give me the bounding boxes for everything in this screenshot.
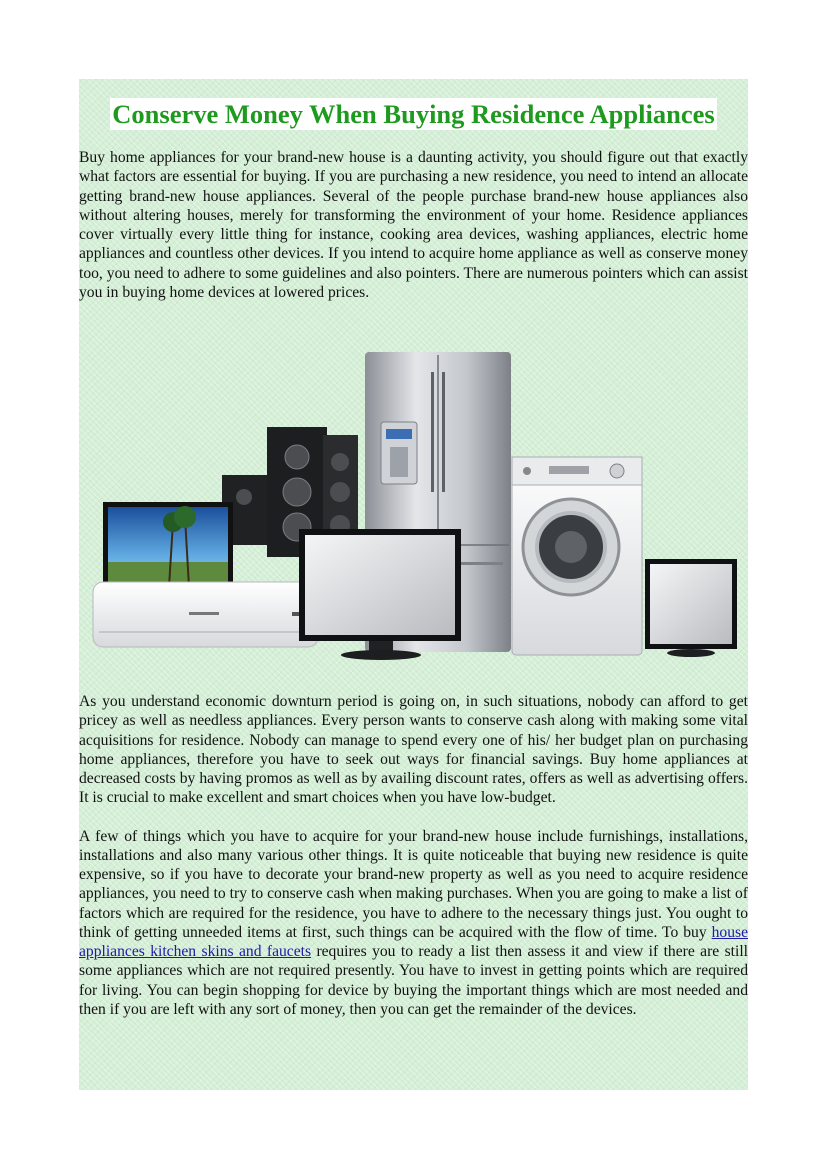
paragraph-economy: As you understand economic downturn period is going on, in such situations, nobody can afford to get pricey as well as needless appliances. Every person wants to conserve cash along with making some vital acquisitions for residence. Nobody can manage to spend every one of his/ her budget plan on purchasing home appliances, therefore you have to seek out ways for financial savings. Buy home appliances at decreased costs by having promos as well as by availing discount rates, offers as well as advertising offers. It is crucial to make excellent and smart choices when you have low-budget. [79, 693, 748, 807]
page-title: Conserve Money When Buying Residence Appliances [112, 99, 715, 129]
paragraph-shopping [79, 827, 748, 1020]
tv-center [299, 529, 461, 660]
paragraph-intro: Buy home appliances for your brand-new house is a daunting activity, you should figure out that exactly what factors are essential for buying. If you are purchasing a new residence, you need to intend an allocate getting brand-new house appliances. Several of the people purchase brand-new house appliances also without altering houses, merely for transforming the environment of your home. Residence appliances cover virtually every little thing for instance, cooking area devices, washing appliances, electric home appliances and countless other devices. If you intend to acquire home appliance as well as conserve money too, you need to adhere to some guidelines and also pointers. There are numerous pointers which can assist you in buying home devices at lowered prices. [79, 149, 748, 301]
paragraph-shopping-text-end: requires you to ready a list then assess it and view if there are still some appliances which are not required presently. You have to invest in getting points which are required for living. You can begin shopping for device by buying the important things which are most needed and then if you are left with any sort of money, then you can get the remainder of the devices. [79, 943, 748, 1018]
tv-right [645, 559, 737, 657]
title-wrap [79, 79, 748, 130]
appliances-image [89, 347, 740, 667]
tv-left [103, 502, 233, 592]
air-conditioner [93, 582, 318, 647]
paragraph-shopping-text-start: A few of things which you have to acquire for your brand-new house include furnishings, installations, installations and also many various other things. It is quite noticeable that buying new residence is quite expensive, so if you have to decorate your brand-new property as well as you need to acquire residence appliances, you need to try to conserve cash when making purchases. When you are going to make a list of factors which are required for the residence, you have to adhere to the necessary things just. You ought to think of getting unneeded items at first, such things can be acquired with the flow of time. To buy [79, 827, 748, 941]
washing-machine [512, 457, 642, 655]
page-content [79, 79, 748, 1090]
appliances-link[interactable]: house appliances kitchen skins and faucets [79, 923, 748, 960]
